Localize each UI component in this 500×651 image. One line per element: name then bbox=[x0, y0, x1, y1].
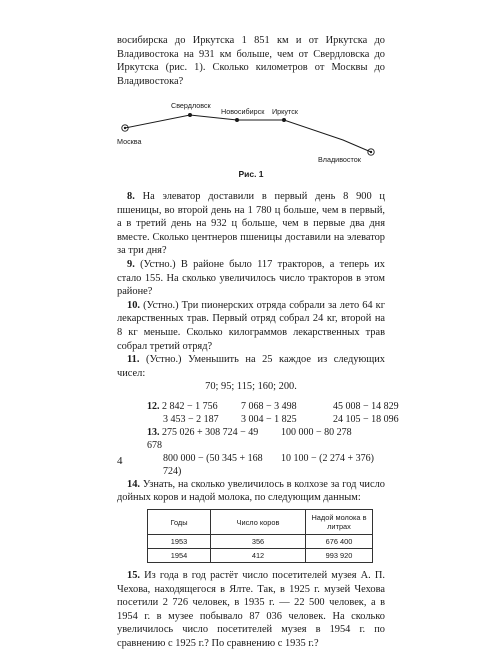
problem-10-number: 10. bbox=[127, 299, 140, 311]
table-header-cell: Число коров bbox=[211, 510, 306, 535]
route-diagram bbox=[117, 90, 385, 168]
novosibirsk-marker bbox=[235, 118, 239, 122]
problem-11-text: (Устно.) Уменьшить на 25 каждое из следующих чисел: bbox=[117, 354, 385, 379]
sverdlovsk-marker bbox=[188, 113, 192, 117]
ex12-item: 3 453 − 2 187 bbox=[163, 413, 219, 425]
ex13-number: 13. bbox=[147, 426, 160, 438]
problem-14-number: 14. bbox=[127, 478, 140, 490]
ex13-item: 100 000 − 80 278 bbox=[281, 426, 352, 438]
problem-8 bbox=[117, 190, 385, 258]
city-novosibirsk: Новосибирск bbox=[221, 107, 265, 117]
problem-8-number: 8. bbox=[127, 190, 135, 202]
dairy-table bbox=[147, 509, 373, 563]
ex13-item: 10 100 − (2 274 + 376) bbox=[281, 452, 374, 464]
problem-9 bbox=[117, 258, 385, 299]
ex12-number: 12. bbox=[147, 400, 160, 412]
problem-11 bbox=[117, 353, 385, 380]
city-irkutsk: Иркутск bbox=[272, 107, 298, 117]
problem-11-numbers: 70; 95; 115; 160; 200. bbox=[205, 381, 297, 393]
table-header-row bbox=[148, 510, 373, 535]
table-row bbox=[148, 549, 373, 563]
table-row bbox=[148, 535, 373, 549]
irkutsk-marker bbox=[282, 118, 286, 122]
ex12-item: 45 008 − 14 829 bbox=[333, 400, 399, 412]
ex12-item: 24 105 − 18 096 bbox=[333, 413, 399, 425]
problem-10-text: (Устно.) Три пионерских отряда собрали за лето 64 кг лекарственных трав. Первый отряд собрал 24 кг, второй на 8 кг меньше. Сколько килограммов лекарственных трав собрал третий отряд? bbox=[117, 299, 385, 352]
exercise-12 bbox=[147, 400, 399, 426]
ex13-item: 13. 275 026 + 308 724 − 49 678 bbox=[147, 426, 259, 451]
ex12-item: 3 004 − 1 825 bbox=[241, 413, 297, 425]
table-cell: 1954 bbox=[148, 549, 211, 563]
table-header-cell: Надой молока в литрах bbox=[306, 510, 373, 535]
table-cell: 1953 bbox=[148, 535, 211, 549]
table-cell: 993 920 bbox=[306, 549, 373, 563]
table-cell: 356 bbox=[211, 535, 306, 549]
problem-7-continuation: восибирска до Иркутска 1 851 км и от Иркутска до Владивостока на 931 км больше, чем от Свердловска до Иркутска (рис. 1). Сколько километров от Москвы до Владивостока? bbox=[117, 35, 385, 87]
problem-8-text: На элеватор доставили в первый день 8 900 ц пшеницы, во второй день на 1 780 ц больше, чем в первый, а в третий день на 932 ц больше, чем в первые два дня вместе. Сколько центнеров пшеницы доставили на элеватор за три дня? bbox=[117, 190, 385, 257]
problem-15 bbox=[117, 569, 385, 651]
problem-10 bbox=[117, 299, 385, 353]
table-cell: 676 400 bbox=[306, 535, 373, 549]
table-header-cell: Годы bbox=[148, 510, 211, 535]
problem-14-text: Узнать, на сколько увеличилось в колхозе за год число дойных коров и надой молока, по следующим данным: bbox=[117, 478, 385, 504]
city-vladivostok: Владивосток bbox=[318, 155, 361, 165]
ex12-item: 7 068 − 3 498 bbox=[241, 400, 297, 412]
city-sverdlovsk: Свердловск bbox=[171, 101, 211, 111]
textbook-page bbox=[117, 34, 399, 651]
table-cell: 412 bbox=[211, 549, 306, 563]
problem-14 bbox=[117, 478, 385, 505]
problem-9-text: (Устно.) В районе было 117 тракторов, а теперь их стало 155. На сколько увеличилось число тракторов в этом районе? bbox=[117, 258, 385, 298]
ex13-item: 800 000 − (50 345 + 168 724) bbox=[163, 452, 263, 477]
problem-9-number: 9. bbox=[127, 258, 135, 270]
city-moscow: Москва bbox=[117, 137, 142, 147]
exercise-13 bbox=[147, 426, 385, 478]
page-number: 4 bbox=[117, 455, 123, 467]
figure-caption: Рис. 1 bbox=[238, 169, 264, 180]
problem-11-number: 11. bbox=[127, 354, 140, 366]
route-line bbox=[125, 115, 371, 152]
problem-15-number: 15. bbox=[127, 570, 140, 582]
problem-15-text: Из года в год растёт число посетителей музея А. П. Чехова, находящегося в Ялте. Так, в 1925 г. музей Чехова посетили 2 726 человек, в 1935 г. — 22 500 человек, а в 1954 г. в музее побывало 87 036 человек. На сколько увеличилось число посетителей музея в 1954 г. по сравнению с 1925 г.? По сравнению с 1935 г.? bbox=[117, 570, 385, 650]
ex12-item: 12. 2 842 − 1 756 bbox=[147, 400, 218, 412]
